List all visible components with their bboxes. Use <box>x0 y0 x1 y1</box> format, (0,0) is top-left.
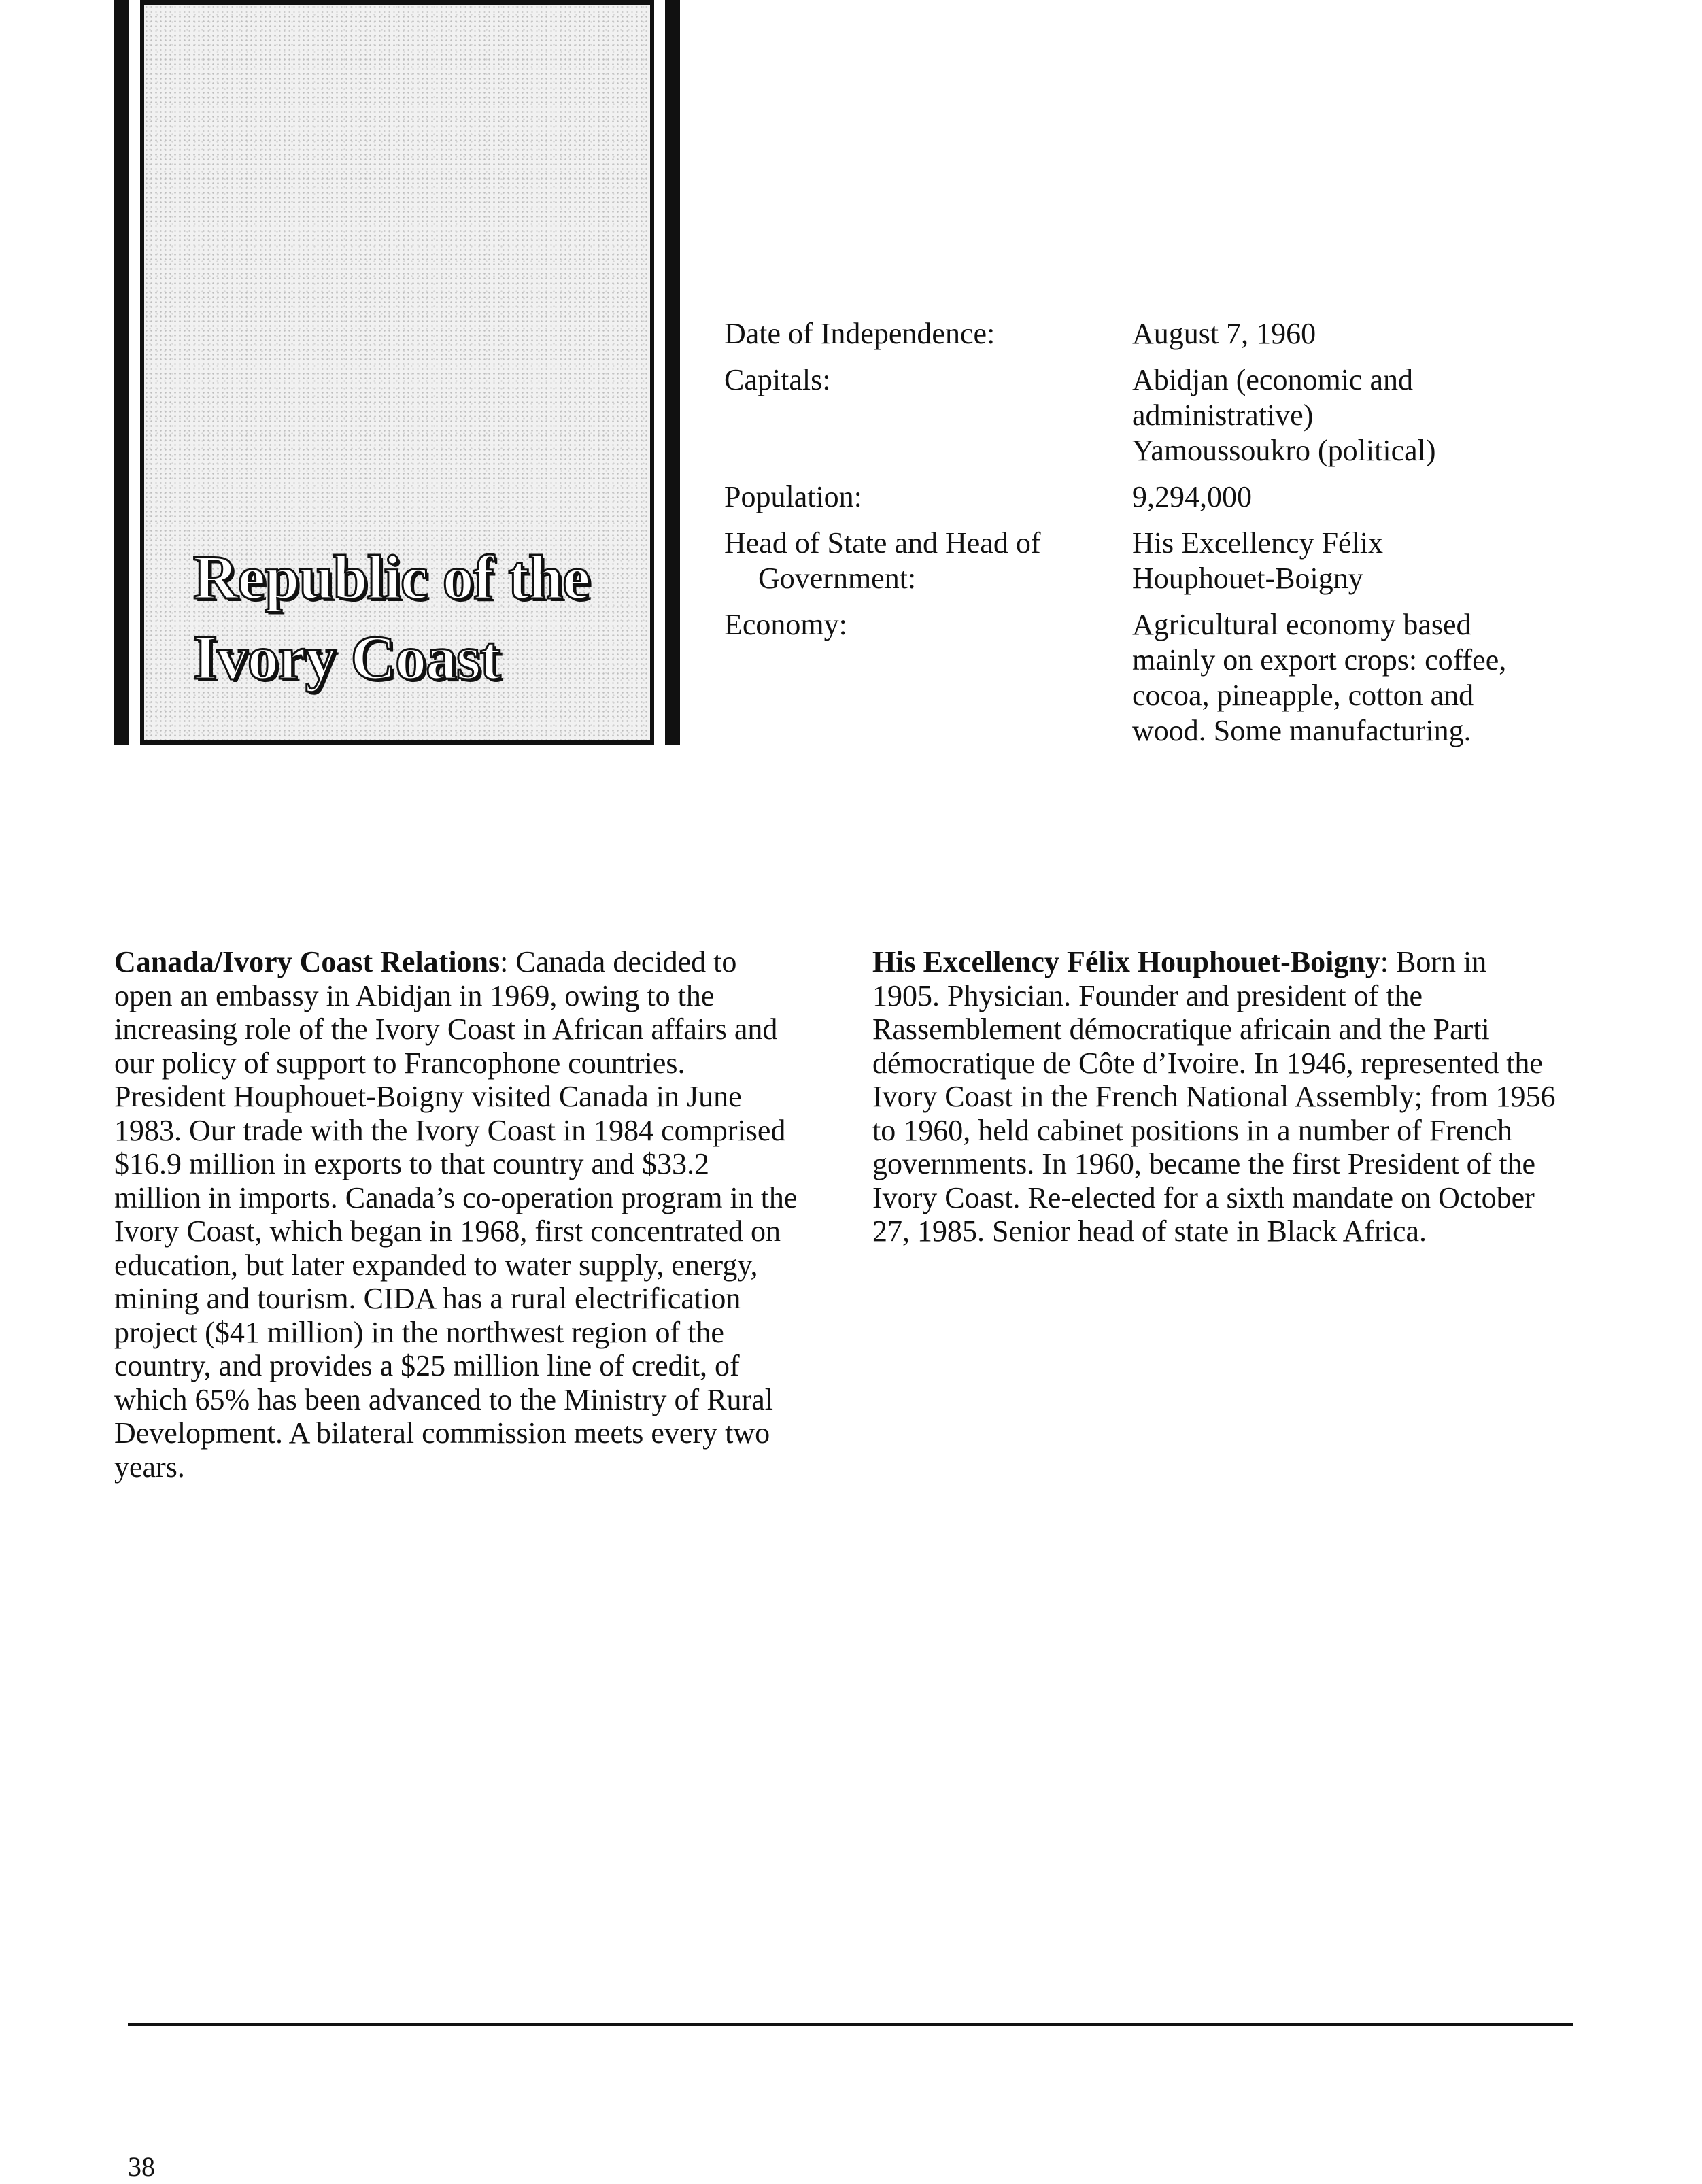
fact-label: Economy: <box>724 608 847 641</box>
fact-label: Population: <box>724 480 862 513</box>
panel-top-bar <box>144 0 650 5</box>
fact-value-line: Yamoussoukro (political) <box>1132 434 1436 467</box>
fact-value-line: His Excellency Félix <box>1132 526 1384 560</box>
fact-row-capitals <box>724 362 1574 468</box>
fact-row-independence <box>724 316 1574 352</box>
fact-label <box>724 526 1132 596</box>
biography-paragraph <box>872 945 1556 1248</box>
relations-text: : Canada decided to open an embassy in Abidjan in 1969, owing to the increasing role of the Ivory Coast in African affairs and our policy of support to Francophone countries. President Houphouet-Boigny visited Canada in June 1983. Our trade with the Ivory Coast in 1984 comprised $16.9 million in exports to that country and $33.2 million in imports. Canada’s co-operation program in the Ivory Coast, which began in 1968, first concentrated on education, but later expanded to water supply, energy, mining and tourism. CIDA has a rural electrification project ($41 million) in the northwest region of the country, and provides a $25 million line of credit, of which 65% has been advanced to the Ministry of Rural Development. A bilateral commission meets every two years. <box>114 945 798 1484</box>
relations-column <box>114 945 798 1484</box>
fact-value <box>1132 526 1567 596</box>
biography-text: : Born in 1905. Physician. Founder and president of the Rassemblement démocratique africain and the Parti démocratique de Côte d’Ivoire. In 1946, represented the Ivory Coast in the French National Assembly; from 1956 to 1960, held cabinet positions in a number of French governments. In 1960, became the first President of the Ivory Coast. Re-elected for a sixth mandate on October 27, 1985. Senior head of state in Black Africa. <box>872 945 1556 1248</box>
fact-row-head-of-state <box>724 526 1574 596</box>
relations-heading: Canada/Ivory Coast Relations <box>114 945 500 978</box>
fact-value-line: Abidjan (economic and <box>1132 363 1413 396</box>
fact-label: Date of Independence: <box>724 317 995 350</box>
footer-rule <box>128 2023 1573 2026</box>
fact-table <box>724 316 1574 760</box>
title-line-2: Ivory Coast <box>193 623 500 692</box>
fact-value <box>1132 479 1567 515</box>
panel-bar-right <box>665 0 680 745</box>
fact-value-line: wood. Some manufacturing. <box>1132 714 1471 747</box>
fact-value <box>1132 316 1567 352</box>
title-line-1: Republic of the <box>193 543 590 612</box>
fact-value-line: 9,294,000 <box>1132 480 1252 513</box>
fact-value-line: Agricultural economy based <box>1132 608 1471 641</box>
fact-value <box>1132 607 1567 749</box>
panel-bar-left <box>114 0 129 745</box>
panel-stipple-background <box>140 0 654 745</box>
fact-value <box>1132 362 1567 468</box>
fact-value-line: administrative) <box>1132 398 1314 432</box>
page-number: 38 <box>128 2151 155 2182</box>
fact-label-line: Head of State and Head of <box>724 526 1041 560</box>
biography-heading: His Excellency Félix Houphouet-Boigny <box>872 945 1380 978</box>
title-panel <box>114 0 680 745</box>
fact-value-line: August 7, 1960 <box>1132 317 1316 350</box>
fact-value-line: Houphouet-Boigny <box>1132 562 1363 595</box>
fact-label-line: Government: <box>758 562 917 595</box>
fact-row-population <box>724 479 1574 515</box>
biography-column <box>872 945 1556 1248</box>
relations-paragraph <box>114 945 798 1484</box>
fact-label: Capitals: <box>724 363 831 396</box>
page-title <box>193 537 590 698</box>
fact-row-economy <box>724 607 1574 749</box>
fact-value-line: cocoa, pineapple, cotton and <box>1132 679 1474 712</box>
fact-value-line: mainly on export crops: coffee, <box>1132 643 1507 677</box>
